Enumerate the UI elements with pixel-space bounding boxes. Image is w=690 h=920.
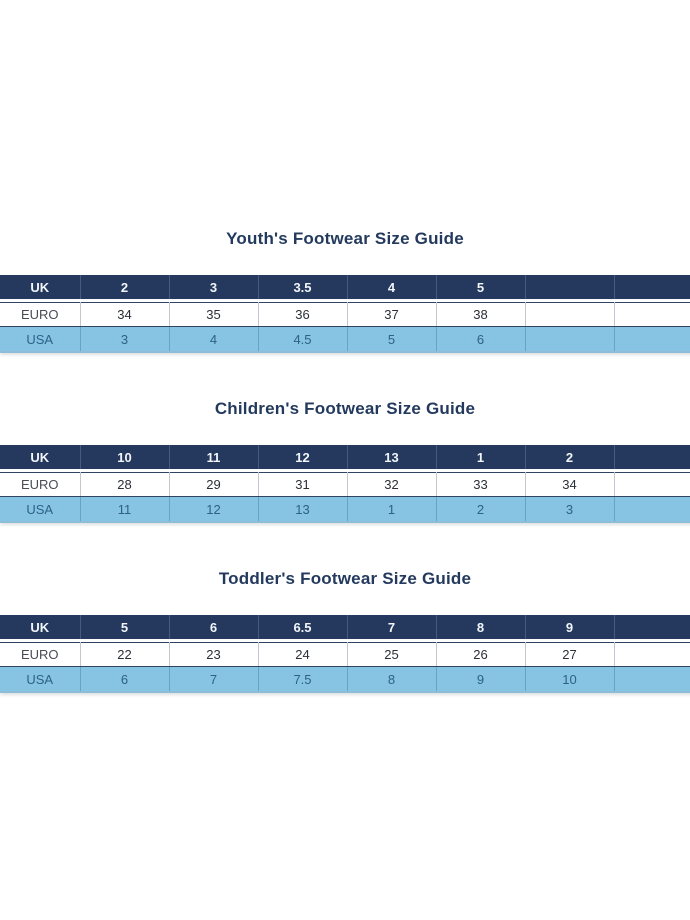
size-cell: 7 xyxy=(169,667,258,693)
children-guide-title: Children's Footwear Size Guide xyxy=(214,399,476,418)
size-cell: 12 xyxy=(258,445,347,469)
youth-guide-title: Youth's Footwear Size Guide xyxy=(226,229,464,248)
size-cell: 5 xyxy=(436,275,525,299)
size-cell: 28 xyxy=(80,473,169,497)
size-cell: 13 xyxy=(347,445,436,469)
table-row-euro xyxy=(0,303,690,327)
table-row-uk xyxy=(0,275,690,299)
size-cell: 24 xyxy=(258,643,347,667)
table-row-uk xyxy=(0,445,690,469)
size-cell: 3 xyxy=(169,275,258,299)
size-cell: 2 xyxy=(80,275,169,299)
size-cell: 26 xyxy=(436,643,525,667)
size-cell: 34 xyxy=(525,473,614,497)
size-cell: 9 xyxy=(525,615,614,639)
size-cell: 31 xyxy=(258,473,347,497)
youth-size-table xyxy=(0,275,690,353)
size-cell-empty xyxy=(614,275,690,299)
size-cell: 4 xyxy=(169,327,258,353)
size-cell: 38 xyxy=(436,303,525,327)
toddler-size-guide xyxy=(0,569,690,693)
size-cell: 3.5 xyxy=(258,275,347,299)
row-label-uk: UK xyxy=(0,615,80,639)
size-cell: 13 xyxy=(258,497,347,523)
table-row-euro xyxy=(0,643,690,667)
size-cell: 7.5 xyxy=(258,667,347,693)
size-cell-empty xyxy=(614,473,690,497)
size-cell: 36 xyxy=(258,303,347,327)
row-label-euro: EURO xyxy=(0,473,80,497)
size-cell: 6.5 xyxy=(258,615,347,639)
size-cell: 10 xyxy=(525,667,614,693)
size-cell: 2 xyxy=(525,445,614,469)
size-cell: 7 xyxy=(347,615,436,639)
size-cell: 29 xyxy=(169,473,258,497)
toddler-size-table xyxy=(0,615,690,693)
size-cell: 25 xyxy=(347,643,436,667)
size-cell: 3 xyxy=(80,327,169,353)
size-cell: 8 xyxy=(347,667,436,693)
size-cell-empty xyxy=(614,667,690,693)
size-cell: 6 xyxy=(436,327,525,353)
size-cell: 1 xyxy=(347,497,436,523)
size-cell-empty xyxy=(525,303,614,327)
row-label-uk: UK xyxy=(0,275,80,299)
row-label-euro: EURO xyxy=(0,643,80,667)
size-cell: 5 xyxy=(347,327,436,353)
table-row-uk xyxy=(0,615,690,639)
size-cell: 12 xyxy=(169,497,258,523)
row-label-usa: USA xyxy=(0,327,80,353)
table-row-euro xyxy=(0,473,690,497)
children-size-guide xyxy=(0,399,690,523)
size-cell-empty xyxy=(614,327,690,353)
row-label-usa: USA xyxy=(0,667,80,693)
size-cell-empty xyxy=(614,615,690,639)
size-cell: 8 xyxy=(436,615,525,639)
size-cell: 3 xyxy=(525,497,614,523)
size-cell: 4 xyxy=(347,275,436,299)
size-cell: 11 xyxy=(169,445,258,469)
size-cell-empty xyxy=(614,643,690,667)
children-size-table xyxy=(0,445,690,523)
size-cell-empty xyxy=(614,497,690,523)
size-cell: 37 xyxy=(347,303,436,327)
size-cell: 27 xyxy=(525,643,614,667)
size-cell: 35 xyxy=(169,303,258,327)
size-cell: 34 xyxy=(80,303,169,327)
size-cell-empty xyxy=(525,275,614,299)
size-cell: 2 xyxy=(436,497,525,523)
row-label-uk: UK xyxy=(0,445,80,469)
row-label-euro: EURO xyxy=(0,303,80,327)
size-cell: 6 xyxy=(169,615,258,639)
size-cell: 4.5 xyxy=(258,327,347,353)
size-cell: 5 xyxy=(80,615,169,639)
size-cell: 32 xyxy=(347,473,436,497)
size-cell: 9 xyxy=(436,667,525,693)
size-cell: 1 xyxy=(436,445,525,469)
size-cell: 23 xyxy=(169,643,258,667)
size-cell: 22 xyxy=(80,643,169,667)
table-row-usa xyxy=(0,327,690,353)
size-cell: 6 xyxy=(80,667,169,693)
size-cell: 11 xyxy=(80,497,169,523)
size-cell: 33 xyxy=(436,473,525,497)
table-row-usa xyxy=(0,497,690,523)
table-row-usa xyxy=(0,667,690,693)
size-cell-empty xyxy=(614,445,690,469)
youth-size-guide xyxy=(0,229,690,353)
row-label-usa: USA xyxy=(0,497,80,523)
size-cell-empty xyxy=(525,327,614,353)
size-cell: 10 xyxy=(80,445,169,469)
toddler-guide-title: Toddler's Footwear Size Guide xyxy=(218,569,472,588)
size-cell-empty xyxy=(614,303,690,327)
